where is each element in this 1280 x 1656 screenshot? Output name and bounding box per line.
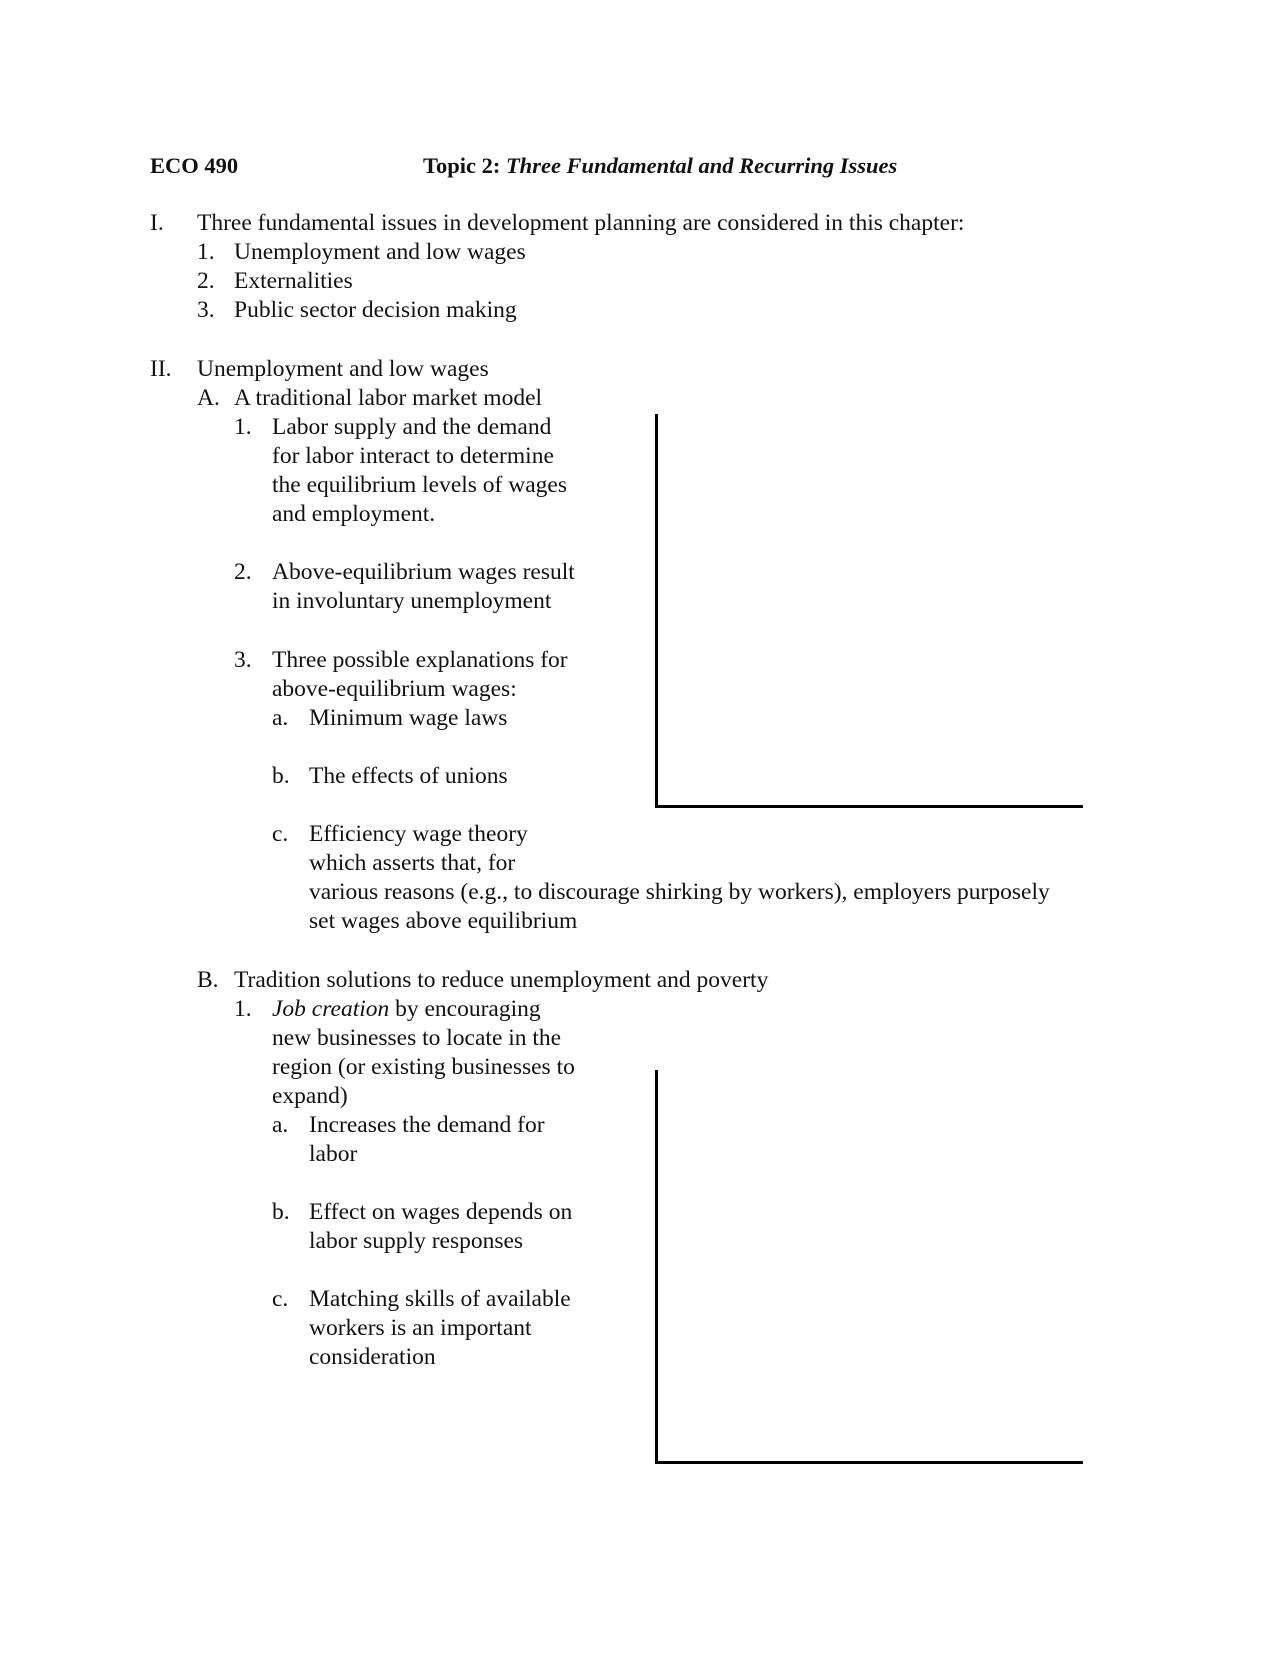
- section-1-numeral: I.: [150, 210, 164, 236]
- list-item-number: 2.: [234, 559, 252, 585]
- list-item: Unemployment and low wages: [234, 239, 526, 265]
- sub-item-letter: a.: [272, 705, 289, 731]
- list-item-line: [272, 995, 541, 1024]
- list-item-number: 3.: [234, 647, 252, 673]
- sub-item-line: Increases the demand for: [309, 1112, 545, 1138]
- list-item-number: 1.: [197, 239, 215, 265]
- list-item-line: in involuntary unemployment: [272, 588, 552, 614]
- sub-item-line: workers is an important: [309, 1315, 532, 1341]
- sub-item-line: set wages above equilibrium: [309, 908, 578, 934]
- list-item-line: Three possible explanations for: [272, 647, 568, 673]
- list-item-text: by encouraging: [389, 996, 541, 1022]
- list-item-line: new businesses to locate in the: [272, 1025, 562, 1051]
- list-item-line: expand): [272, 1083, 348, 1109]
- part-b-letter: B.: [197, 967, 219, 993]
- sub-item-line: Minimum wage laws: [309, 705, 508, 731]
- sub-item-line: consideration: [309, 1344, 436, 1370]
- x-axis-line: [655, 805, 1083, 808]
- sub-item-line: Effect on wages depends on: [309, 1199, 573, 1225]
- sub-item-letter: b.: [272, 763, 290, 789]
- sub-item-line: Efficiency wage theory: [309, 821, 528, 847]
- sub-item-line: various reasons (e.g., to discourage shirking by workers), employers purposely: [309, 879, 1050, 905]
- list-item-line: for labor interact to determine: [272, 443, 554, 469]
- list-item: Externalities: [234, 268, 353, 294]
- sub-item-line: labor supply responses: [309, 1228, 524, 1254]
- list-item-line: Labor supply and the demand: [272, 414, 552, 440]
- emphasis-text: Job creation: [272, 996, 390, 1022]
- sub-item-line: Matching skills of available: [309, 1286, 571, 1312]
- list-item: Public sector decision making: [234, 297, 517, 323]
- topic-title: Three Fundamental and Recurring Issues: [505, 153, 898, 178]
- list-item-line: the equilibrium levels of wages: [272, 472, 567, 498]
- topic-prefix: Topic 2:: [423, 153, 506, 178]
- list-item-line: and employment.: [272, 501, 436, 527]
- section-2-title: Unemployment and low wages: [197, 356, 489, 382]
- y-axis-line: [655, 414, 658, 807]
- section-1-intro: Three fundamental issues in development planning are considered in this chapter:: [197, 210, 965, 236]
- list-item-line: Above-equilibrium wages result: [272, 559, 575, 585]
- sub-item-line: The effects of unions: [309, 763, 508, 789]
- x-axis-line: [655, 1461, 1083, 1464]
- part-a-title: A traditional labor market model: [234, 385, 543, 411]
- sub-item-letter: a.: [272, 1112, 289, 1138]
- list-item-line: above-equilibrium wages:: [272, 676, 517, 702]
- y-axis-line: [655, 1070, 658, 1463]
- section-2-numeral: II.: [150, 356, 172, 382]
- sub-item-letter: c.: [272, 821, 289, 847]
- part-b-title: Tradition solutions to reduce unemployment and poverty: [234, 967, 769, 993]
- sub-item-letter: b.: [272, 1199, 290, 1225]
- part-a-letter: A.: [197, 385, 220, 411]
- sub-item-line: which asserts that, for: [309, 850, 516, 876]
- sub-item-line: labor: [309, 1141, 358, 1167]
- list-item-number: 3.: [197, 297, 215, 323]
- topic-heading: [423, 151, 897, 180]
- sub-item-letter: c.: [272, 1286, 289, 1312]
- list-item-number: 1.: [234, 414, 252, 440]
- list-item-line: region (or existing businesses to: [272, 1054, 575, 1080]
- list-item-number: 2.: [197, 268, 215, 294]
- course-code: ECO 490: [150, 153, 239, 178]
- list-item-number: 1.: [234, 996, 252, 1022]
